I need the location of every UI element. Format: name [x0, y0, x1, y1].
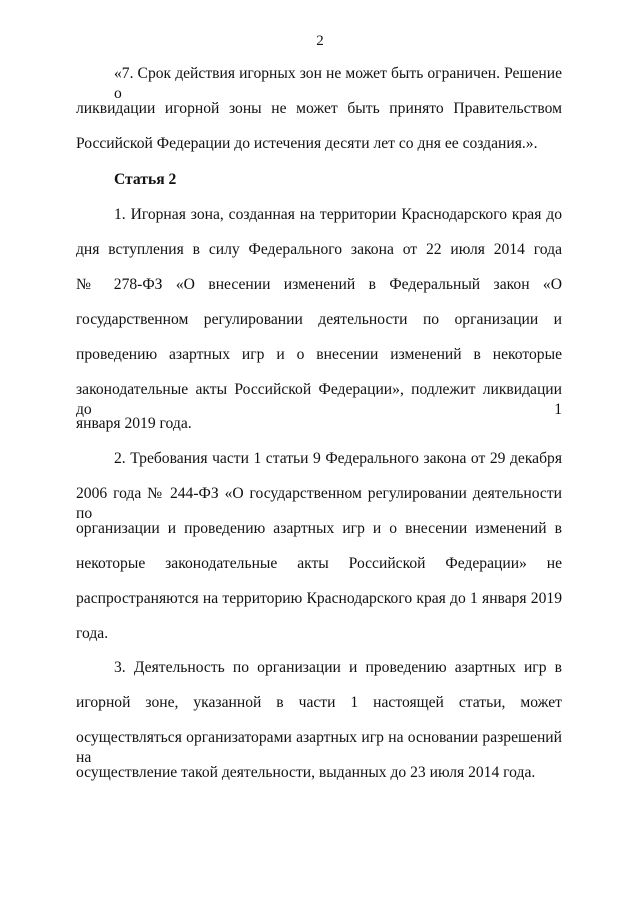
text-line: № 278-ФЗ «О внесении изменений в Федеральный закон «О — [76, 276, 562, 293]
text-line: 1. Игорная зона, созданная на территории Краснодарского края до — [114, 206, 562, 223]
article-title: Статья 2 — [114, 171, 177, 188]
text-line: 2. Требования части 1 статьи 9 Федерального закона от 29 декабря — [114, 450, 562, 467]
text-line: распространяются на территорию Краснодарского края до 1 января 2019 — [76, 590, 562, 607]
text-line: государственном регулировании деятельности по организации и — [76, 311, 562, 328]
text-line: года. — [76, 625, 109, 642]
text-line: 3. Деятельность по организации и проведению азартных игр в — [114, 659, 562, 676]
text-line: осуществление такой деятельности, выданных до 23 июля 2014 года. — [76, 764, 536, 781]
text-line: января 2019 года. — [76, 415, 192, 432]
text-line: 2006 года № 244-ФЗ «О государственном регулировании деятельности по — [76, 485, 562, 522]
text-line: осуществляться организаторами азартных игр на основании разрешений на — [76, 729, 562, 766]
page-number: 2 — [316, 33, 324, 49]
text-line: игорной зоне, указанной в части 1 настоящей статьи, может — [76, 694, 562, 711]
text-line: «7. Срок действия игорных зон не может быть ограничен. Решение о — [114, 65, 562, 102]
text-line: ликвидации игорной зоны не может быть принято Правительством — [76, 100, 562, 117]
text-line: некоторые законодательные акты Российской Федерации» не — [76, 555, 562, 572]
text-line: Российской Федерации до истечения десяти лет со дня ее создания.». — [76, 135, 538, 152]
text-line: организации и проведению азартных игр и о внесении изменений в — [76, 520, 562, 537]
text-line: проведению азартных игр и о внесении изменений в некоторые — [76, 346, 562, 363]
text-line: дня вступления в силу Федерального закона от 22 июля 2014 года — [76, 241, 562, 258]
text-line: законодательные акты Российской Федерации», подлежит ликвидации до 1 — [76, 381, 562, 418]
